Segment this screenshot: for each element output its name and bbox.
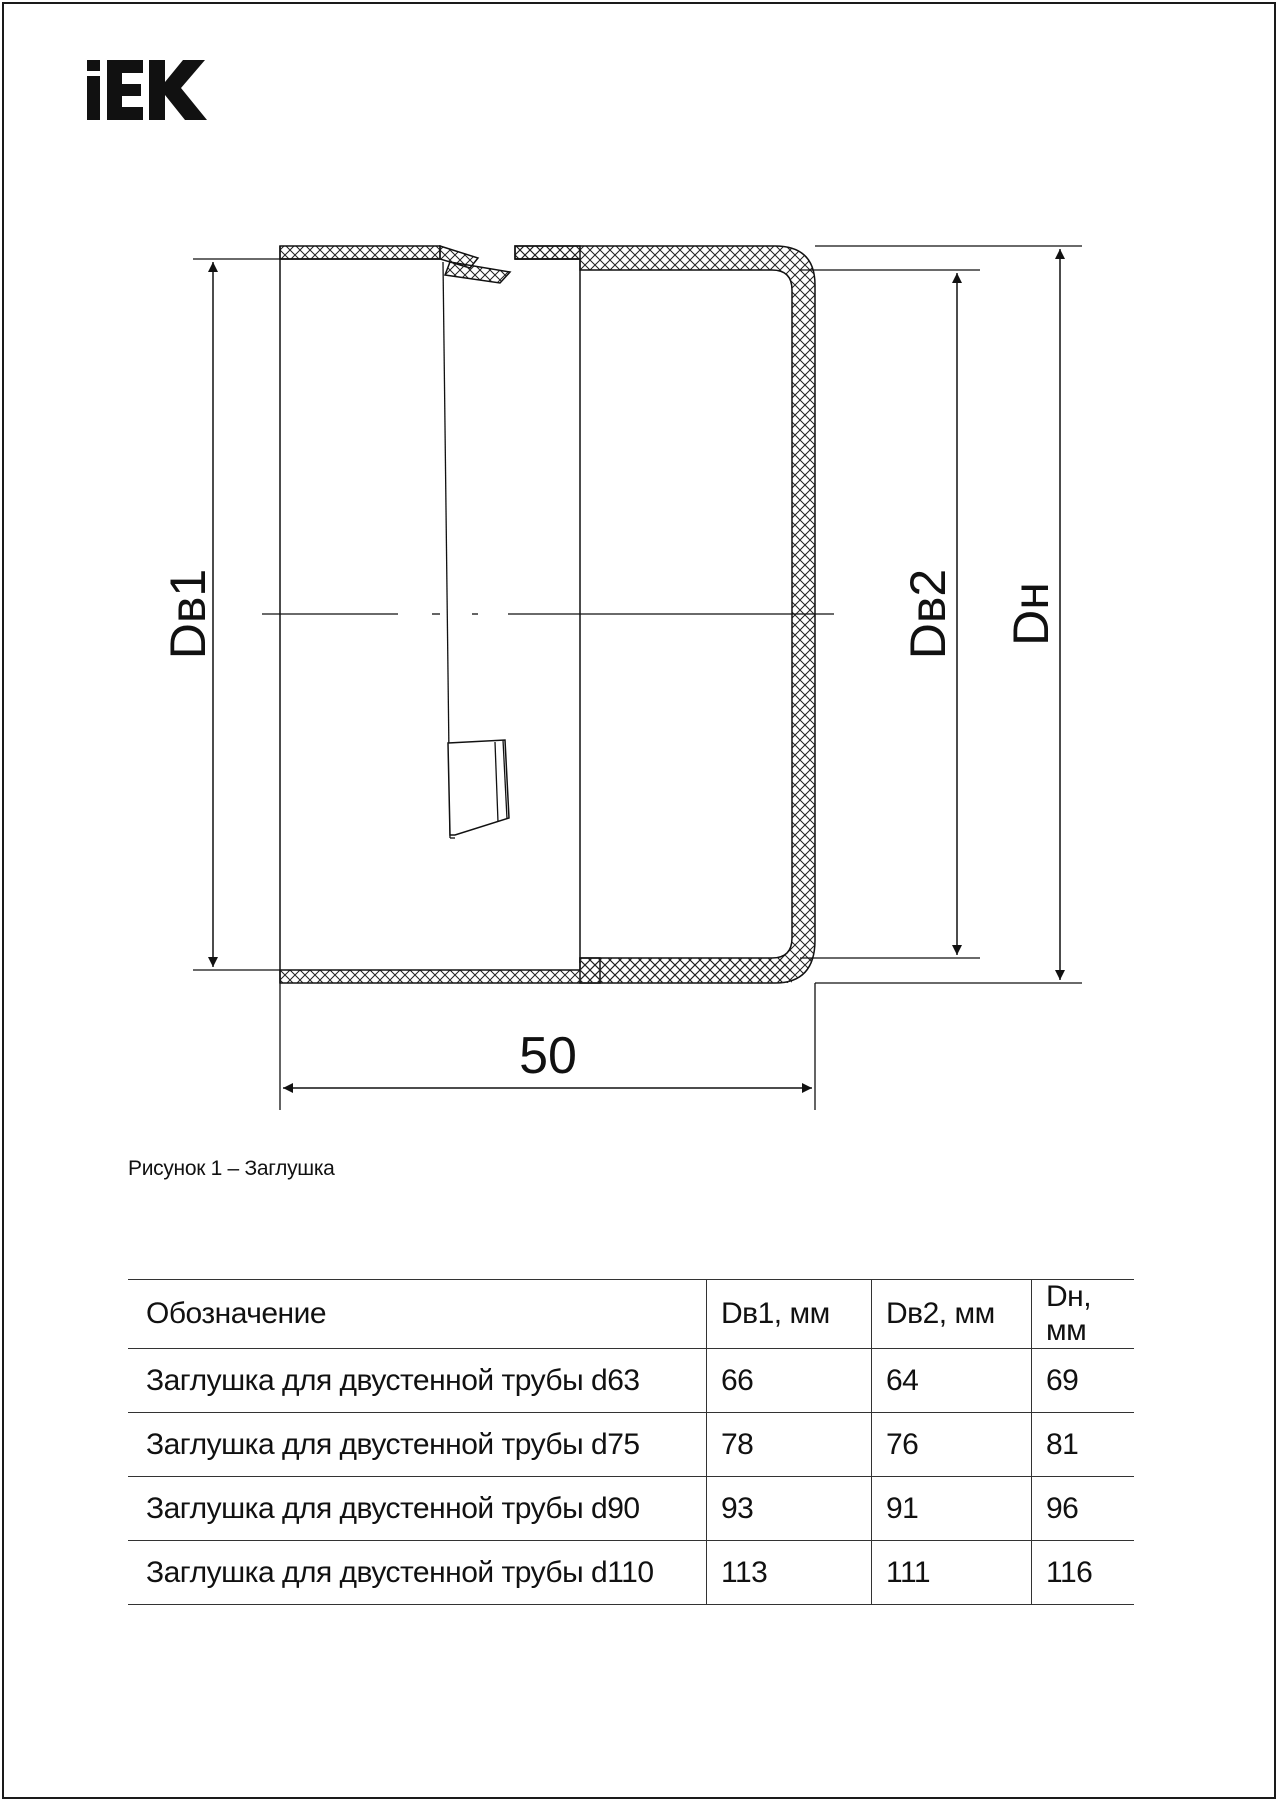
cell-dn: 81 bbox=[1032, 1413, 1135, 1477]
header-designation: Обозначение bbox=[128, 1280, 707, 1349]
inner-step bbox=[515, 259, 580, 963]
header-dn: Dн, мм bbox=[1032, 1280, 1135, 1349]
table-header-row bbox=[128, 1280, 1134, 1349]
header-dv1: Dв1, мм bbox=[707, 1280, 872, 1349]
table-row bbox=[128, 1413, 1134, 1477]
cell-dv2: 64 bbox=[872, 1349, 1032, 1413]
table-row bbox=[128, 1349, 1134, 1413]
figure-caption: Рисунок 1 – Заглушка bbox=[128, 1157, 335, 1180]
top-wall-left bbox=[280, 246, 510, 283]
cell-name: Заглушка для двустенной трубы d75 bbox=[128, 1413, 707, 1477]
cell-dv1: 93 bbox=[707, 1477, 872, 1541]
bottom-wall bbox=[280, 958, 792, 983]
dimensions-table bbox=[128, 1279, 1134, 1605]
cell-dv2: 76 bbox=[872, 1413, 1032, 1477]
cell-name: Заглушка для двустенной трубы d90 bbox=[128, 1477, 707, 1541]
cell-dn: 96 bbox=[1032, 1477, 1135, 1541]
cell-dv2: 91 bbox=[872, 1477, 1032, 1541]
cell-dv1: 66 bbox=[707, 1349, 872, 1413]
cell-dn: 69 bbox=[1032, 1349, 1135, 1413]
table-row bbox=[128, 1477, 1134, 1541]
cell-dv1: 78 bbox=[707, 1413, 872, 1477]
header-dv2: Dв2, мм bbox=[872, 1280, 1032, 1349]
strap bbox=[443, 262, 509, 838]
dv2-label: Dв2 bbox=[900, 568, 956, 660]
cell-dn: 116 bbox=[1032, 1541, 1135, 1605]
table-row bbox=[128, 1541, 1134, 1605]
cell-dv2: 111 bbox=[872, 1541, 1032, 1605]
length-label: 50 bbox=[519, 1027, 577, 1085]
cell-name: Заглушка для двустенной трубы d63 bbox=[128, 1349, 707, 1413]
cell-dv1: 113 bbox=[707, 1541, 872, 1605]
dv1-label: Dв1 bbox=[160, 568, 216, 660]
dn-label: Dн bbox=[1003, 582, 1059, 646]
cell-name: Заглушка для двустенной трубы d110 bbox=[128, 1541, 707, 1605]
